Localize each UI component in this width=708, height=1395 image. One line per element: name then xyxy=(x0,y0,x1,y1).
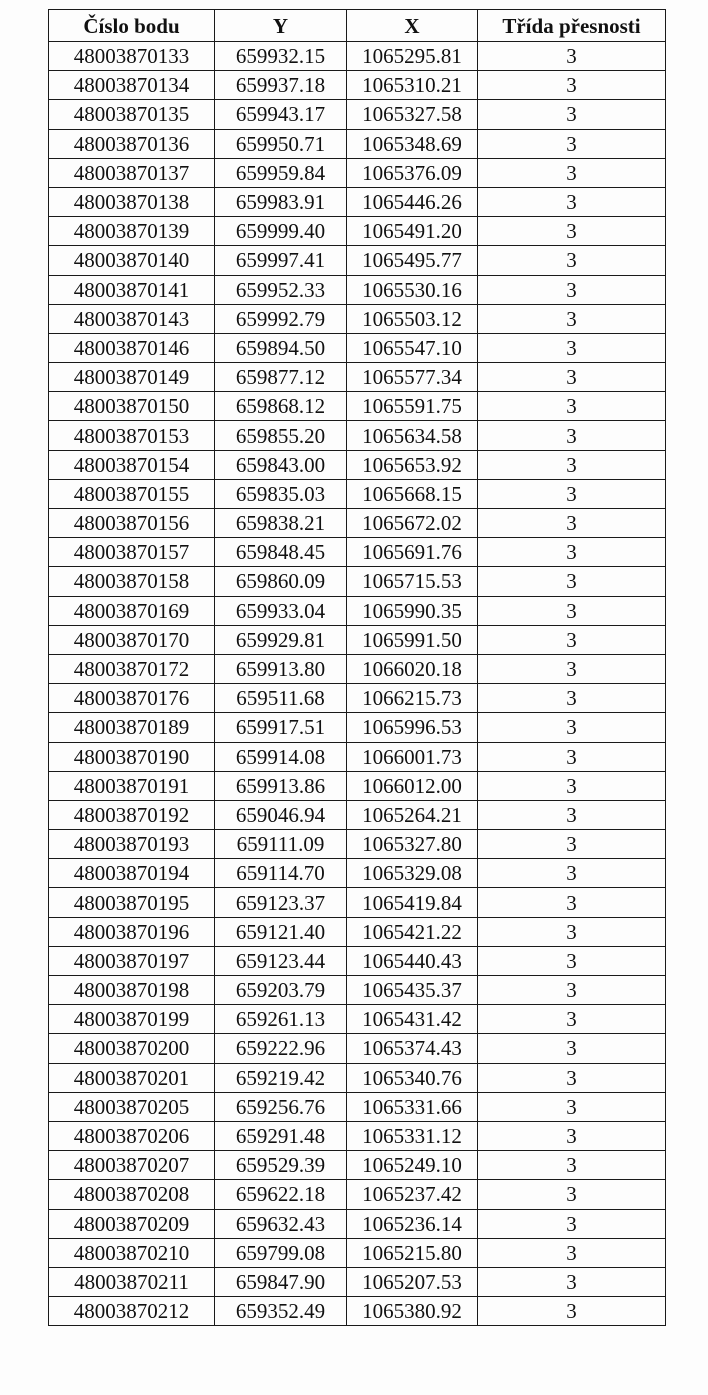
cell-point-number: 48003870205 xyxy=(49,1092,215,1121)
cell-point-number: 48003870138 xyxy=(49,187,215,216)
cell-accuracy-class: 3 xyxy=(478,450,666,479)
cell-x: 1065503.12 xyxy=(347,304,478,333)
cell-accuracy-class: 3 xyxy=(478,363,666,392)
cell-y: 659933.04 xyxy=(215,596,347,625)
cell-y: 659943.17 xyxy=(215,100,347,129)
cell-y: 659848.45 xyxy=(215,538,347,567)
table-row xyxy=(49,187,666,216)
cell-x: 1065310.21 xyxy=(347,71,478,100)
cell-accuracy-class: 3 xyxy=(478,859,666,888)
cell-point-number: 48003870195 xyxy=(49,888,215,917)
cell-accuracy-class: 3 xyxy=(478,1238,666,1267)
cell-x: 1065331.66 xyxy=(347,1092,478,1121)
cell-point-number: 48003870135 xyxy=(49,100,215,129)
cell-y: 659983.91 xyxy=(215,187,347,216)
cell-x: 1065295.81 xyxy=(347,42,478,71)
table-row xyxy=(49,275,666,304)
table-row xyxy=(49,333,666,362)
table-row xyxy=(49,1180,666,1209)
cell-y: 659877.12 xyxy=(215,363,347,392)
table-row xyxy=(49,1034,666,1063)
cell-y: 659913.86 xyxy=(215,771,347,800)
cell-point-number: 48003870150 xyxy=(49,392,215,421)
cell-point-number: 48003870192 xyxy=(49,800,215,829)
cell-accuracy-class: 3 xyxy=(478,333,666,362)
table-row xyxy=(49,1092,666,1121)
cell-x: 1066215.73 xyxy=(347,684,478,713)
table-row xyxy=(49,742,666,771)
cell-y: 659352.49 xyxy=(215,1297,347,1326)
cell-accuracy-class: 3 xyxy=(478,392,666,421)
cell-y: 659835.03 xyxy=(215,479,347,508)
cell-accuracy-class: 3 xyxy=(478,567,666,596)
cell-accuracy-class: 3 xyxy=(478,1092,666,1121)
cell-accuracy-class: 3 xyxy=(478,479,666,508)
cell-accuracy-class: 3 xyxy=(478,1267,666,1296)
cell-x: 1065715.53 xyxy=(347,567,478,596)
table-row xyxy=(49,1151,666,1180)
cell-point-number: 48003870172 xyxy=(49,654,215,683)
cell-accuracy-class: 3 xyxy=(478,217,666,246)
cell-accuracy-class: 3 xyxy=(478,304,666,333)
cell-x: 1065327.58 xyxy=(347,100,478,129)
cell-y: 659123.37 xyxy=(215,888,347,917)
cell-x: 1065491.20 xyxy=(347,217,478,246)
cell-accuracy-class: 3 xyxy=(478,771,666,800)
cell-point-number: 48003870140 xyxy=(49,246,215,275)
cell-y: 659992.79 xyxy=(215,304,347,333)
table-row xyxy=(49,1297,666,1326)
table-header-row xyxy=(49,10,666,42)
cell-x: 1065421.22 xyxy=(347,917,478,946)
cell-point-number: 48003870170 xyxy=(49,625,215,654)
cell-accuracy-class: 3 xyxy=(478,1297,666,1326)
cell-point-number: 48003870133 xyxy=(49,42,215,71)
table-row xyxy=(49,771,666,800)
cell-accuracy-class: 3 xyxy=(478,538,666,567)
cell-y: 659203.79 xyxy=(215,976,347,1005)
cell-x: 1065327.80 xyxy=(347,830,478,859)
cell-y: 659511.68 xyxy=(215,684,347,713)
cell-accuracy-class: 3 xyxy=(478,275,666,304)
cell-accuracy-class: 3 xyxy=(478,100,666,129)
table-row xyxy=(49,1121,666,1150)
cell-accuracy-class: 3 xyxy=(478,187,666,216)
cell-accuracy-class: 3 xyxy=(478,654,666,683)
cell-x: 1065547.10 xyxy=(347,333,478,362)
cell-point-number: 48003870207 xyxy=(49,1151,215,1180)
cell-y: 659914.08 xyxy=(215,742,347,771)
cell-x: 1065236.14 xyxy=(347,1209,478,1238)
cell-y: 659997.41 xyxy=(215,246,347,275)
cell-accuracy-class: 3 xyxy=(478,1209,666,1238)
cell-x: 1066012.00 xyxy=(347,771,478,800)
cell-point-number: 48003870200 xyxy=(49,1034,215,1063)
cell-point-number: 48003870153 xyxy=(49,421,215,450)
cell-accuracy-class: 3 xyxy=(478,1034,666,1063)
table-row xyxy=(49,917,666,946)
cell-accuracy-class: 3 xyxy=(478,509,666,538)
cell-x: 1065380.92 xyxy=(347,1297,478,1326)
header-x: X xyxy=(347,10,478,42)
cell-point-number: 48003870199 xyxy=(49,1005,215,1034)
cell-x: 1065530.16 xyxy=(347,275,478,304)
cell-x: 1065668.15 xyxy=(347,479,478,508)
cell-y: 659046.94 xyxy=(215,800,347,829)
cell-accuracy-class: 3 xyxy=(478,129,666,158)
cell-point-number: 48003870141 xyxy=(49,275,215,304)
cell-y: 659622.18 xyxy=(215,1180,347,1209)
cell-x: 1065376.09 xyxy=(347,158,478,187)
cell-y: 659123.44 xyxy=(215,946,347,975)
table-row xyxy=(49,1238,666,1267)
cell-point-number: 48003870189 xyxy=(49,713,215,742)
table-row xyxy=(49,625,666,654)
table-row xyxy=(49,596,666,625)
cell-x: 1065446.26 xyxy=(347,187,478,216)
table-row xyxy=(49,158,666,187)
table-row xyxy=(49,713,666,742)
cell-y: 659860.09 xyxy=(215,567,347,596)
cell-y: 659913.80 xyxy=(215,654,347,683)
cell-x: 1065331.12 xyxy=(347,1121,478,1150)
cell-y: 659632.43 xyxy=(215,1209,347,1238)
cell-point-number: 48003870201 xyxy=(49,1063,215,1092)
table-row xyxy=(49,800,666,829)
cell-point-number: 48003870139 xyxy=(49,217,215,246)
cell-accuracy-class: 3 xyxy=(478,1121,666,1150)
table-row xyxy=(49,830,666,859)
cell-point-number: 48003870197 xyxy=(49,946,215,975)
cell-accuracy-class: 3 xyxy=(478,1063,666,1092)
header-accuracy-class: Třída přesnosti xyxy=(478,10,666,42)
cell-y: 659929.81 xyxy=(215,625,347,654)
cell-y: 659847.90 xyxy=(215,1267,347,1296)
cell-x: 1065264.21 xyxy=(347,800,478,829)
cell-point-number: 48003870154 xyxy=(49,450,215,479)
cell-y: 659894.50 xyxy=(215,333,347,362)
cell-y: 659219.42 xyxy=(215,1063,347,1092)
cell-point-number: 48003870210 xyxy=(49,1238,215,1267)
cell-x: 1065653.92 xyxy=(347,450,478,479)
cell-y: 659843.00 xyxy=(215,450,347,479)
table-row xyxy=(49,479,666,508)
cell-x: 1065990.35 xyxy=(347,596,478,625)
cell-x: 1065996.53 xyxy=(347,713,478,742)
cell-point-number: 48003870155 xyxy=(49,479,215,508)
cell-point-number: 48003870136 xyxy=(49,129,215,158)
table-row xyxy=(49,217,666,246)
cell-point-number: 48003870134 xyxy=(49,71,215,100)
cell-point-number: 48003870146 xyxy=(49,333,215,362)
cell-accuracy-class: 3 xyxy=(478,158,666,187)
cell-x: 1065237.42 xyxy=(347,1180,478,1209)
cell-accuracy-class: 3 xyxy=(478,946,666,975)
cell-x: 1065374.43 xyxy=(347,1034,478,1063)
cell-y: 659111.09 xyxy=(215,830,347,859)
cell-accuracy-class: 3 xyxy=(478,246,666,275)
cell-x: 1065691.76 xyxy=(347,538,478,567)
cell-x: 1065634.58 xyxy=(347,421,478,450)
cell-x: 1065991.50 xyxy=(347,625,478,654)
table-row xyxy=(49,100,666,129)
table-row xyxy=(49,509,666,538)
table-row xyxy=(49,684,666,713)
cell-x: 1065435.37 xyxy=(347,976,478,1005)
cell-accuracy-class: 3 xyxy=(478,596,666,625)
table-row xyxy=(49,246,666,275)
cell-point-number: 48003870143 xyxy=(49,304,215,333)
table-row xyxy=(49,304,666,333)
cell-y: 659932.15 xyxy=(215,42,347,71)
table-row xyxy=(49,888,666,917)
cell-x: 1065340.76 xyxy=(347,1063,478,1092)
cell-accuracy-class: 3 xyxy=(478,800,666,829)
cell-point-number: 48003870206 xyxy=(49,1121,215,1150)
cell-y: 659838.21 xyxy=(215,509,347,538)
cell-y: 659855.20 xyxy=(215,421,347,450)
cell-x: 1065495.77 xyxy=(347,246,478,275)
table-row xyxy=(49,363,666,392)
table-row xyxy=(49,450,666,479)
cell-accuracy-class: 3 xyxy=(478,1005,666,1034)
cell-y: 659222.96 xyxy=(215,1034,347,1063)
cell-y: 659261.13 xyxy=(215,1005,347,1034)
cell-accuracy-class: 3 xyxy=(478,1180,666,1209)
cell-y: 659291.48 xyxy=(215,1121,347,1150)
cell-x: 1065249.10 xyxy=(347,1151,478,1180)
cell-accuracy-class: 3 xyxy=(478,976,666,1005)
cell-y: 659959.84 xyxy=(215,158,347,187)
cell-point-number: 48003870212 xyxy=(49,1297,215,1326)
cell-x: 1066001.73 xyxy=(347,742,478,771)
cell-x: 1065440.43 xyxy=(347,946,478,975)
cell-point-number: 48003870157 xyxy=(49,538,215,567)
cell-accuracy-class: 3 xyxy=(478,42,666,71)
table-row xyxy=(49,946,666,975)
table-row xyxy=(49,538,666,567)
table-row xyxy=(49,859,666,888)
cell-y: 659952.33 xyxy=(215,275,347,304)
cell-x: 1065591.75 xyxy=(347,392,478,421)
cell-y: 659950.71 xyxy=(215,129,347,158)
cell-point-number: 48003870158 xyxy=(49,567,215,596)
cell-x: 1065431.42 xyxy=(347,1005,478,1034)
cell-x: 1065329.08 xyxy=(347,859,478,888)
cell-point-number: 48003870156 xyxy=(49,509,215,538)
cell-y: 659917.51 xyxy=(215,713,347,742)
cell-y: 659529.39 xyxy=(215,1151,347,1180)
cell-y: 659937.18 xyxy=(215,71,347,100)
cell-point-number: 48003870169 xyxy=(49,596,215,625)
cell-point-number: 48003870137 xyxy=(49,158,215,187)
cell-x: 1065348.69 xyxy=(347,129,478,158)
table-row xyxy=(49,129,666,158)
cell-x: 1065672.02 xyxy=(347,509,478,538)
table-row xyxy=(49,71,666,100)
cell-point-number: 48003870196 xyxy=(49,917,215,946)
cell-point-number: 48003870209 xyxy=(49,1209,215,1238)
header-y: Y xyxy=(215,10,347,42)
table-row xyxy=(49,654,666,683)
cell-y: 659256.76 xyxy=(215,1092,347,1121)
cell-accuracy-class: 3 xyxy=(478,713,666,742)
table-row xyxy=(49,1063,666,1092)
table-row xyxy=(49,1005,666,1034)
cell-x: 1065419.84 xyxy=(347,888,478,917)
cell-x: 1065215.80 xyxy=(347,1238,478,1267)
cell-accuracy-class: 3 xyxy=(478,830,666,859)
coordinates-table xyxy=(48,9,666,1326)
cell-accuracy-class: 3 xyxy=(478,421,666,450)
cell-point-number: 48003870198 xyxy=(49,976,215,1005)
table-row xyxy=(49,392,666,421)
cell-point-number: 48003870194 xyxy=(49,859,215,888)
cell-accuracy-class: 3 xyxy=(478,1151,666,1180)
cell-point-number: 48003870211 xyxy=(49,1267,215,1296)
cell-accuracy-class: 3 xyxy=(478,742,666,771)
table-row xyxy=(49,42,666,71)
cell-x: 1065207.53 xyxy=(347,1267,478,1296)
cell-accuracy-class: 3 xyxy=(478,684,666,713)
table-body xyxy=(49,42,666,1326)
cell-accuracy-class: 3 xyxy=(478,917,666,946)
cell-point-number: 48003870191 xyxy=(49,771,215,800)
cell-accuracy-class: 3 xyxy=(478,71,666,100)
table-row xyxy=(49,1267,666,1296)
cell-x: 1066020.18 xyxy=(347,654,478,683)
cell-point-number: 48003870193 xyxy=(49,830,215,859)
header-point-number: Číslo bodu xyxy=(49,10,215,42)
table-row xyxy=(49,567,666,596)
cell-y: 659114.70 xyxy=(215,859,347,888)
cell-x: 1065577.34 xyxy=(347,363,478,392)
cell-y: 659999.40 xyxy=(215,217,347,246)
cell-point-number: 48003870190 xyxy=(49,742,215,771)
cell-point-number: 48003870208 xyxy=(49,1180,215,1209)
cell-y: 659799.08 xyxy=(215,1238,347,1267)
cell-accuracy-class: 3 xyxy=(478,625,666,654)
cell-point-number: 48003870176 xyxy=(49,684,215,713)
table-row xyxy=(49,1209,666,1238)
table-row xyxy=(49,421,666,450)
cell-accuracy-class: 3 xyxy=(478,888,666,917)
cell-point-number: 48003870149 xyxy=(49,363,215,392)
cell-y: 659868.12 xyxy=(215,392,347,421)
cell-y: 659121.40 xyxy=(215,917,347,946)
table-row xyxy=(49,976,666,1005)
